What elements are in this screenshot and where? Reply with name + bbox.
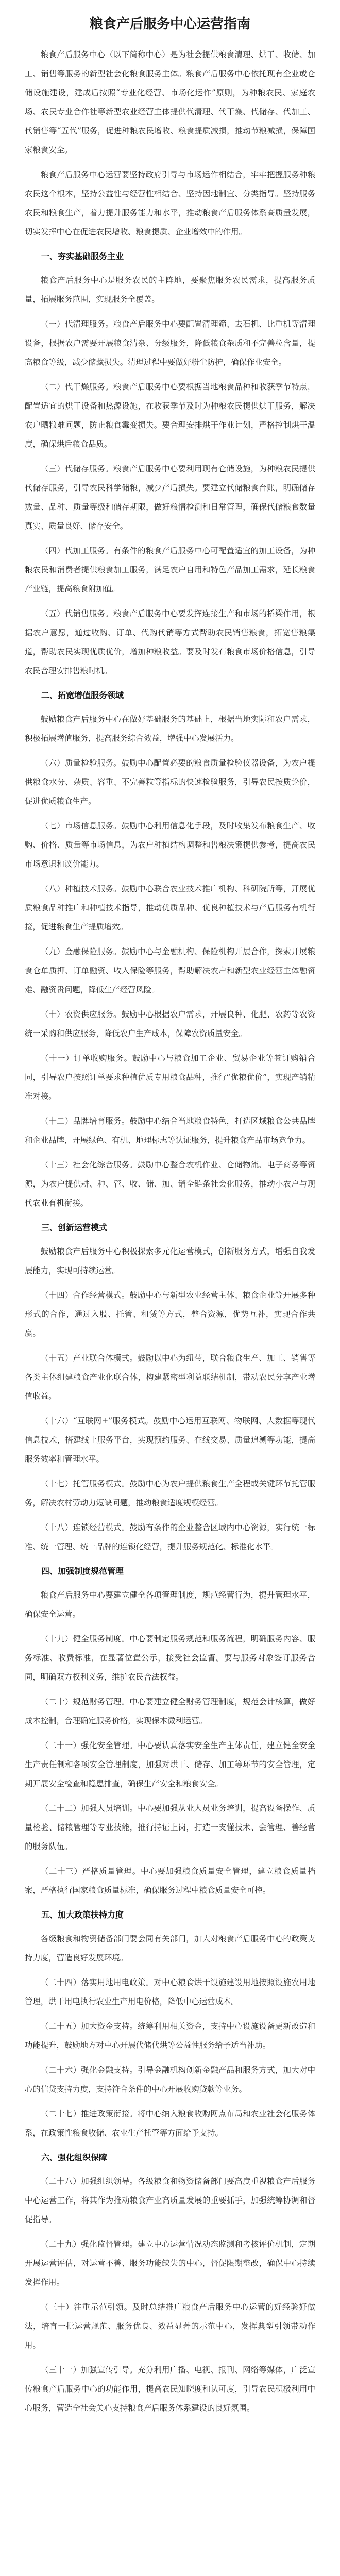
section-heading: 六、强化组织保障 <box>41 2153 108 2162</box>
paragraph: （二十九）强化监督管理。建立中心运营情况动态监测和考核评价机制，定期开展运营评估，对运营不善、服务功能缺失的中心，督促限期整改，确保中心持续发挥作用。 <box>25 2240 315 2287</box>
paragraph: （三十）注重示范引领。及时总结推广粮食产后服务中心运营的好经验好做法，培育一批运营规范、服务优良、效益显著的示范中心，发挥典型引领带动作用。 <box>25 2302 315 2350</box>
section-heading: 三、创新运营模式 <box>41 1223 108 1232</box>
paragraph: （十七）托管服务模式。鼓励中心为农户提供粮食生产全程或关键环节托管服务，解决农村劳动力短缺问题，推动粮食适度规模经营。 <box>25 1479 315 1507</box>
paragraph: （十四）合作经营模式。鼓励中心与新型农业经营主体、粮食企业等开展多种形式的合作，通过入股、托管、租赁等方式，整合资源，优势互补，实现合作共赢。 <box>25 1291 315 1338</box>
section-heading: 二、拓宽增值服务领域 <box>41 690 124 700</box>
paragraph: （二十三）严格质量管理。中心要加强粮食质量安全管理，建立粮食质量档案，严格执行国家粮食质量标准，确保服务过程中粮食质量安全可控。 <box>25 1867 315 1895</box>
paragraph: 粮食产后服务中心运营要坚持政府引导与市场运作相结合，牢牢把握服务种粮农民这个根本，坚持公益性与经营性相结合、坚持因地制宜、分类指导。坚持服务农民和粮食生产，着力提升服务能力和水平，推动粮食产后服务体系高质量发展，切实发挥中心在促进农民增收、粮食提质、企业增效中的作用。 <box>25 170 315 236</box>
paragraph: （十二）品牌培育服务。鼓励中心结合当地粮食特色，打造区域粮食公共品牌和企业品牌，开展绿色、有机、地理标志等认证服务，提升粮食产品市场竞争力。 <box>25 1116 315 1145</box>
paragraph: （一）代清理服务。粮食产后服务中心要配置清理筛、去石机、比重机等清理设备，根据农户需要开展粮食清杂、分级服务，降低粮食杂质和不完善粒含量，提高粮食等级，减少储藏损失。清理过程中要做好粉尘防护，确保作业安全。 <box>25 319 315 367</box>
paragraph: （二）代干燥服务。粮食产后服务中心要根据当地粮食品种和收获季节特点，配置适宜的烘干设备和热源设施，在收获季节及时为种粮农民提供烘干服务，解决农户晒粮难问题，防止粮食霉变损失。要合理安排烘干作业计划，严格控制烘干温度，确保烘后粮食品质。 <box>25 382 315 449</box>
paragraph: 粮食产后服务中心是服务农民的主阵地，要聚焦服务农民需求，提高服务质量，拓展服务范围，实现服务全覆盖。 <box>25 276 315 304</box>
paragraph: （二十）规范财务管理。中心要建立健全财务管理制度，规范会计核算，做好成本控制，合理确定服务价格，实现保本微利运营。 <box>25 1697 315 1725</box>
paragraph: （二十四）落实用地用电政策。对中心粮食烘干设施建设用地按照设施农用地管理，烘干用电执行农业生产用电价格，降低中心运营成本。 <box>25 1978 315 2006</box>
paragraph: （二十七）推进政策衔接。将中心纳入粮食收购网点布局和农业社会化服务体系，在政策性粮食收储、农业生产托管等方面给予支持。 <box>25 2109 315 2138</box>
section-heading: 一、夯实基础服务主业 <box>41 251 124 261</box>
paragraph: 鼓励粮食产后服务中心在做好基础服务的基础上，根据当地实际和农户需求，积极拓展增值服务，提高服务综合效益，增强中心发展活力。 <box>25 715 315 743</box>
paragraph: （二十五）加大资金支持。统筹利用相关资金，支持中心设施设备更新改造和功能提升，鼓励地方对中心开展代储代烘等公益性服务给予适当补助。 <box>25 2022 315 2050</box>
paragraph: （十）农资供应服务。鼓励中心根据农户需求，开展良种、化肥、农药等农资统一采购和供应服务，降低农户生产成本，保障农资质量安全。 <box>25 1010 315 1038</box>
paragraph: （四）代加工服务。有条件的粮食产后服务中心可配置适宜的加工设备，为种粮农民和消费者提供粮食加工服务，满足农户自用和特色产品加工需求，延长粮食产业链，提高粮食附加值。 <box>25 546 315 594</box>
paragraph: （十三）社会化综合服务。鼓励中心整合农机作业、仓储物流、电子商务等资源，为农户提供耕、种、管、收、储、加、销全链条社会化服务，推动小农户与现代农业有机衔接。 <box>25 1160 315 1208</box>
paragraph: 粮食产后服务中心要建立健全各项管理制度，规范经营行为，提升管理水平，确保安全运营。 <box>25 1590 315 1619</box>
paragraph: 各级粮食和物资储备部门要会同有关部门，加大对粮食产后服务中心的政策支持力度，营造良好发展环境。 <box>25 1934 315 1962</box>
paragraph: （十五）产业联合体模式。鼓励以中心为纽带，联合粮食生产、加工、销售等各类主体组建粮食产业化联合体，构建紧密型利益联结机制，带动农民分享产业增值收益。 <box>25 1353 315 1401</box>
paragraph: （二十八）加强组织领导。各级粮食和物资储备部门要高度重视粮食产后服务中心运营工作，将其作为推动粮食产业高质量发展的重要抓手，加强统筹协调和督促指导。 <box>25 2177 315 2224</box>
paragraph: （八）种植技术服务。鼓励中心联合农业技术推广机构、科研院所等，开展优质粮食品种推广和种植技术指导，推动优质品种、优良种植技术与产后服务有机衔接，促进粮食生产提质增效。 <box>25 884 315 931</box>
paragraph: （九）金融保险服务。鼓励中心与金融机构、保险机构开展合作，探索开展粮食仓单质押、订单融资、收入保险等服务，帮助解决农户和新型农业经营主体融资难、融资贵问题，降低生产经营风险。 <box>25 947 315 994</box>
section-heading: 四、加强制度规范管理 <box>41 1566 124 1576</box>
paragraph: （六）质量检验服务。鼓励中心配置必要的粮食质量检验仪器设备，为农户提供粮食水分、杂质、容重、不完善粒等指标的快速检验服务，引导农民按质论价，促进优质粮食生产。 <box>25 758 315 806</box>
paragraph: （三）代储存服务。粮食产后服务中心要利用现有仓储设施，为种粮农民提供代储存服务，引导农民科学储粮，减少产后损失。要建立代储粮食台账，明确储存数量、品种、质量等级和储存期限，做好粮情检测和日常管理，确保代储粮食数量真实、质量良好、储存安全。 <box>25 464 315 531</box>
paragraph: （十九）健全服务制度。中心要制定服务规范和服务流程，明确服务内容、服务标准、收费标准，在显著位置公示，接受社会监督。要与服务对象签订服务合同，明确双方权利义务，维护农民合法权益。 <box>25 1634 315 1682</box>
document-title: 粮食产后服务中心运营指南 <box>89 16 250 32</box>
document-body <box>25 45 315 2418</box>
paragraph: （十一）订单收购服务。鼓励中心与粮食加工企业、贸易企业等签订购销合同，引导农户按照订单要求种植优质专用粮食品种，推行“优粮优价”，实现产销精准对接。 <box>25 1054 315 1101</box>
paragraph: （五）代销售服务。粮食产后服务中心要发挥连接生产和市场的桥梁作用，根据农户意愿，通过收购、订单、代购代销等方式帮助农民销售粮食，拓宽售粮渠道，帮助农民实现优质优价，增加种粮收益。要及时发布粮食市场价格信息，引导农民合理安排售粮时机。 <box>25 609 315 675</box>
section-heading: 五、加大政策扶持力度 <box>41 1910 124 1920</box>
paragraph: （二十六）强化金融支持。引导金融机构创新金融产品和服务方式，加大对中心的信贷支持力度，支持符合条件的中心开展收购贷款等业务。 <box>25 2065 315 2094</box>
paragraph: （三十一）加强宣传引导。充分利用广播、电视、报刊、网络等媒体，广泛宣传粮食产后服务中心的功能作用，提高农民知晓度和认可度，引导农民积极利用中心服务，营造全社会关心支持粮食产后服务体系建设的良好氛围。 <box>25 2365 315 2413</box>
paragraph: （十六）“互联网+”服务模式。鼓励中心运用互联网、物联网、大数据等现代信息技术，搭建线上服务平台，实现预约服务、在线交易、质量追溯等功能，提高服务效率和管理水平。 <box>25 1416 315 1464</box>
paragraph: （二十二）加强人员培训。中心要加强从业人员业务培训，提高设备操作、质量检验、储粮管理等专业技能，推行持证上岗，打造一支懂技术、会管理、善经营的服务队伍。 <box>25 1804 315 1851</box>
paragraph: （二十一）强化安全管理。中心要认真落实安全生产主体责任，建立健全安全生产责任制和各项安全管理制度，加强对烘干、储存、加工等环节的安全管理，定期开展安全检查和隐患排查，确保生产安全和粮食安全。 <box>25 1741 315 1788</box>
paragraph: 粮食产后服务中心（以下简称中心）是为社会提供粮食清理、烘干、收储、加工、销售等服务的新型社会化粮食服务主体。粮食产后服务中心依托现有企业或仓储设施建设，建成后按照“专业化经营、市场化运作”原则，为种粮农民、家庭农场、农民专业合作社等新型农业经营主体提供代清理、代干燥、代储存、代加工、代销售等“五代”服务，促进种粮农民增收、粮食提质减损，推动节粮减损，保障国家粮食安全。 <box>25 50 315 155</box>
paragraph: （十八）连锁经营模式。鼓励有条件的企业整合区域内中心资源，实行统一标准、统一管理、统一品牌的连锁化经营，提升服务规范化、标准化水平。 <box>25 1523 315 1551</box>
paragraph: （七）市场信息服务。鼓励中心利用信息化手段，及时收集发布粮食生产、收购、价格、质量等市场信息，为农户种植结构调整和售粮决策提供参考，提高农民市场意识和议价能力。 <box>25 821 315 869</box>
paragraph: 鼓励粮食产后服务中心积极探索多元化运营模式，创新服务方式，增强自我发展能力，实现可持续运营。 <box>25 1247 315 1275</box>
